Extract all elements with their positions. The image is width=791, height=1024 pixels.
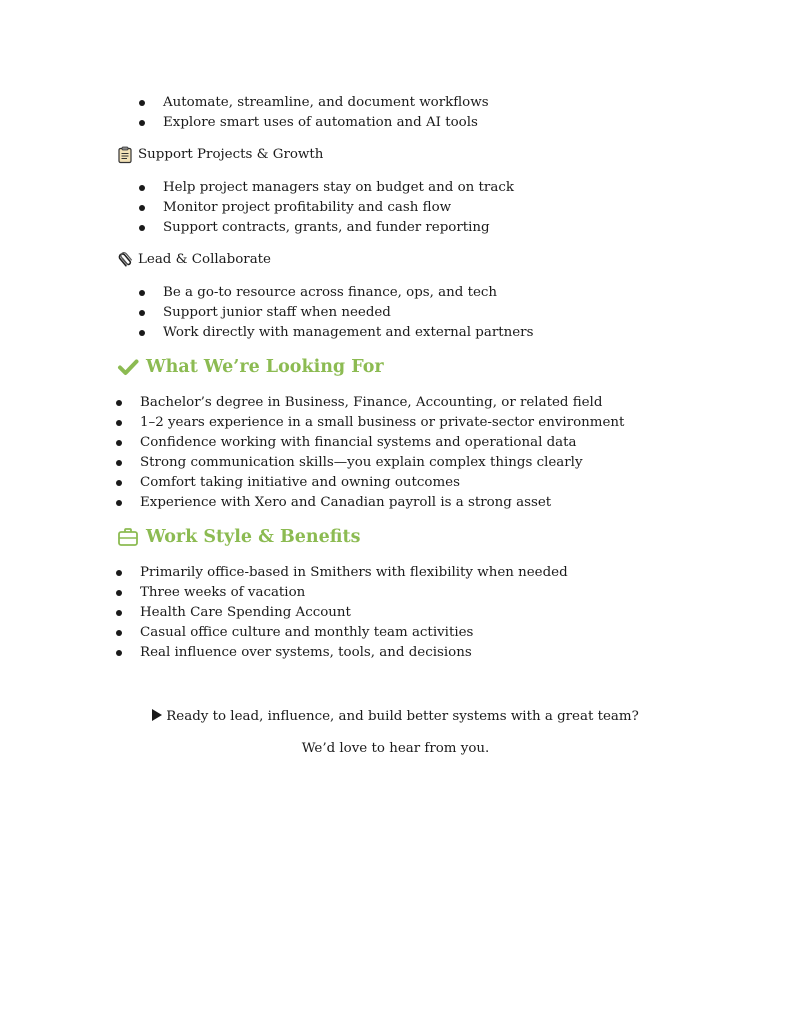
benefits-list: [140, 563, 568, 663]
lead-subheading-label: Lead & Collaborate: [138, 252, 271, 267]
list-item: Help project managers stay on budget and on track: [163, 178, 514, 198]
looking-for-heading-label: What We’re Looking For: [146, 357, 384, 377]
projects-subheading: [116, 145, 323, 165]
looking-for-list: [140, 393, 624, 513]
checkmark-icon: [117, 356, 139, 378]
briefcase-icon: [117, 526, 139, 548]
list-item: Primarily office-based in Smithers with flexibility when needed: [140, 563, 568, 583]
list-item: Comfort taking initiative and owning outcomes: [140, 473, 624, 493]
list-item: Be a go-to resource across finance, ops, and tech: [163, 283, 533, 303]
list-item: Bachelor’s degree in Business, Finance, Accounting, or related field: [140, 393, 624, 413]
list-item: Confidence working with financial systems and operational data: [140, 433, 624, 453]
paperclip-icon: [116, 251, 134, 269]
list-item: Strong communication skills—you explain complex things clearly: [140, 453, 624, 473]
list-item: Explore smart uses of automation and AI tools: [163, 113, 489, 133]
closing-line-2: We’d love to hear from you.: [301, 741, 490, 756]
list-item: 1–2 years experience in a small business or private-sector environment: [140, 413, 624, 433]
list-item: Casual office culture and monthly team activities: [140, 623, 568, 643]
automation-list: [163, 93, 489, 133]
play-triangle-icon: [152, 709, 162, 721]
lead-list: [163, 283, 533, 343]
list-item: Three weeks of vacation: [140, 583, 568, 603]
closing-line-text: Ready to lead, influence, and build better systems with a great team?: [166, 709, 639, 724]
clipboard-icon: [116, 146, 134, 164]
list-item: Health Care Spending Account: [140, 603, 568, 623]
list-item: Support contracts, grants, and funder reporting: [163, 218, 514, 238]
closing-line: [0, 707, 791, 727]
projects-list: [163, 178, 514, 238]
lead-subheading: [116, 250, 271, 270]
list-item: Real influence over systems, tools, and decisions: [140, 643, 568, 663]
looking-for-heading: [117, 354, 384, 380]
list-item: Work directly with management and external partners: [163, 323, 533, 343]
benefits-heading-label: Work Style & Benefits: [146, 527, 361, 547]
list-item: Support junior staff when needed: [163, 303, 533, 323]
list-item: Automate, streamline, and document workflows: [163, 93, 489, 113]
list-item: Experience with Xero and Canadian payroll is a strong asset: [140, 493, 624, 513]
benefits-heading: [117, 524, 360, 550]
list-item: Monitor project profitability and cash flow: [163, 198, 514, 218]
projects-subheading-label: Support Projects & Growth: [138, 147, 324, 162]
